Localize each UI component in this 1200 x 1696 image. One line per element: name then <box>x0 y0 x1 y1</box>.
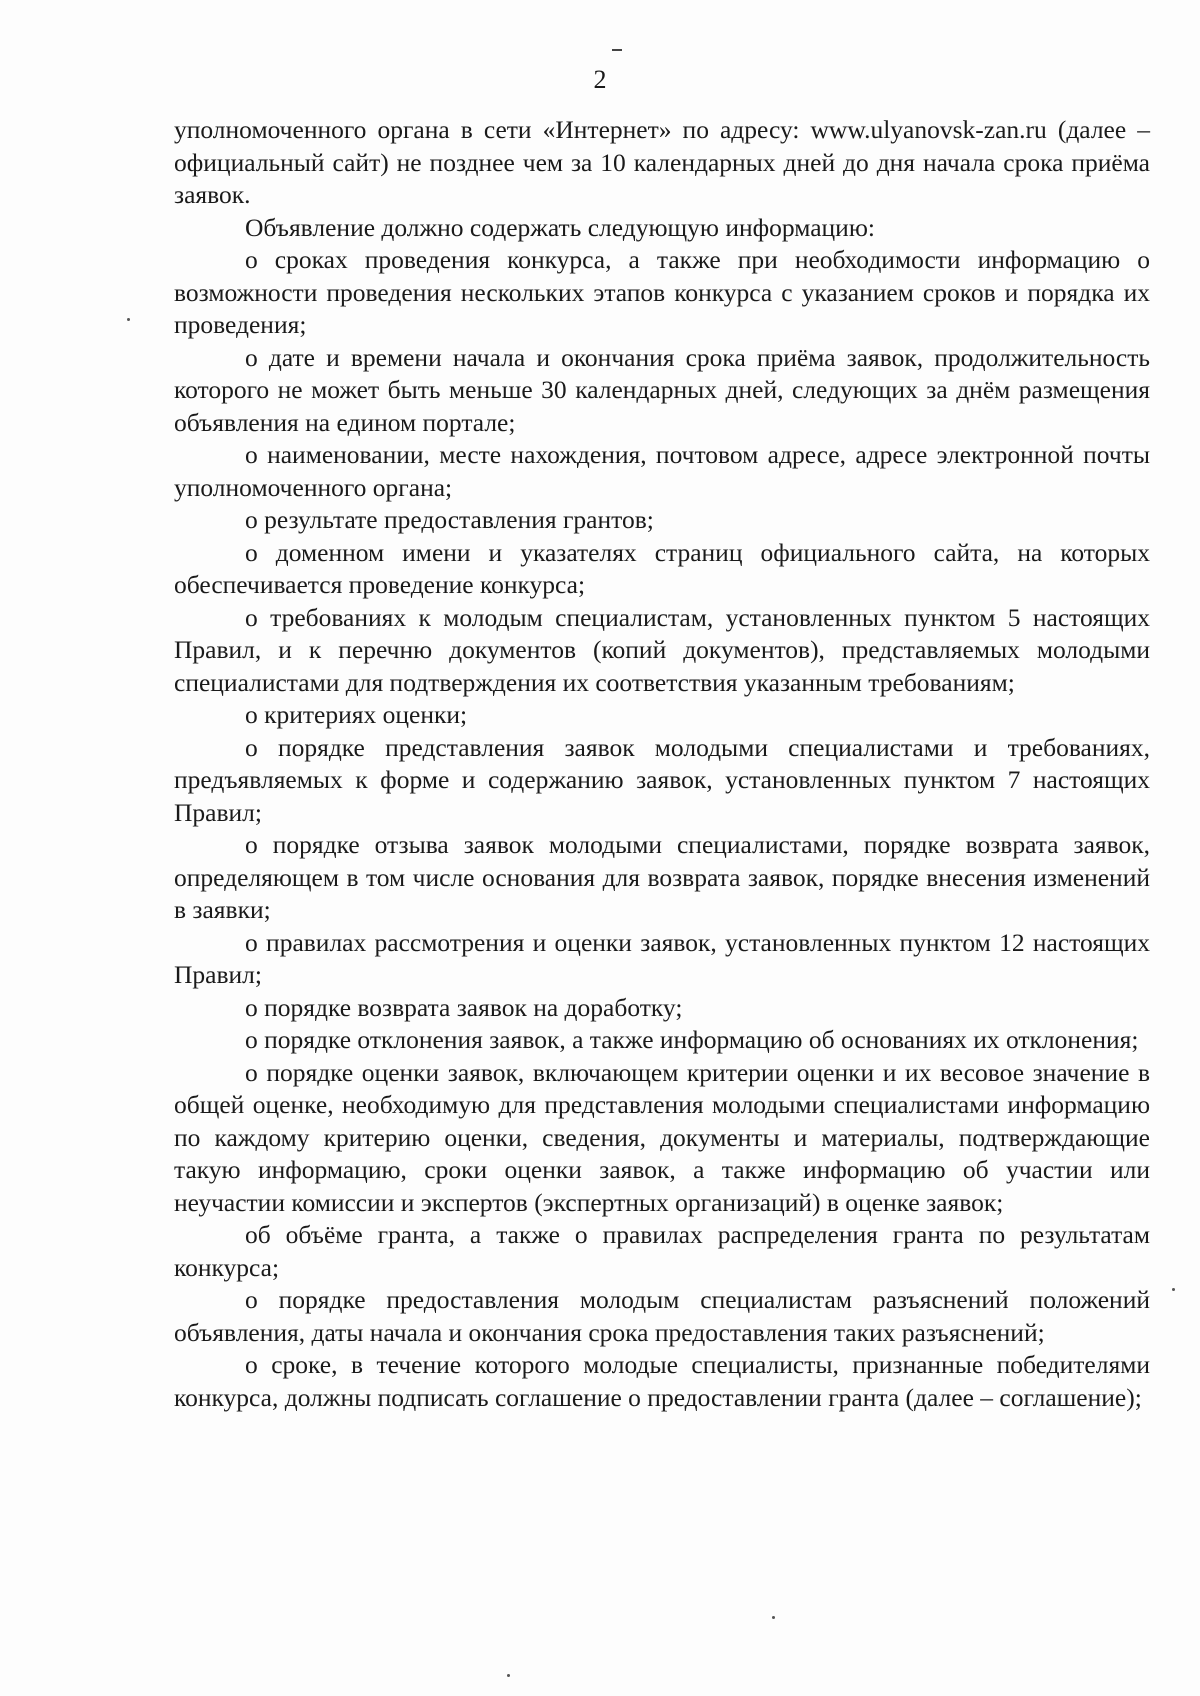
paragraph-item: о порядке отклонения заявок, а также информацию об основаниях их отклонения; <box>245 1025 1139 1054</box>
scan-speck <box>772 1616 775 1619</box>
document-body <box>174 114 1150 1414</box>
scan-speck <box>507 1674 510 1677</box>
paragraph-item: о дате и времени начала и окончания срока приёма заявок, продолжительность которого не может быть меньше 30 календарных дней, следующих за днём размещения объявления на едином портале; <box>174 342 1150 437</box>
paragraph-item: о критериях оценки; <box>245 700 468 729</box>
top-mark <box>612 49 622 51</box>
paragraph-item: о правилах рассмотрения и оценки заявок, установленных пунктом 12 настоящих Правил; <box>174 927 1150 989</box>
paragraph-item: о наименовании, месте нахождения, почтовом адресе, адресе электронной почты уполномоченного органа; <box>174 440 1150 502</box>
paragraph-item: о сроке, в течение которого молодые специалисты, признанные победителями конкурса, должны подписать соглашение о предоставлении гранта (далее – соглашение); <box>174 1350 1150 1412</box>
paragraph-item: о сроках проведения конкурса, а также при необходимости информацию о возможности проведения нескольких этапов конкурса с указанием сроков и порядка их проведения; <box>174 245 1150 339</box>
scan-speck <box>1172 1288 1175 1291</box>
scan-speck <box>127 318 130 321</box>
paragraph-item: о требованиях к молодым специалистам, установленных пунктом 5 настоящих Правил, и к перечню документов (копий документов), представляемых молодыми специалистами для подтверждения их соответствия указанным требованиям; <box>174 602 1150 697</box>
paragraph-item: о порядке представления заявок молодыми специалистами и требованиях, предъявляемых к форме и содержанию заявок, установленных пунктом 7 настоящих Правил; <box>174 732 1150 827</box>
paragraph-item: о доменном имени и указателях страниц официального сайта, на которых обеспечивается проведение конкурса; <box>174 537 1150 599</box>
paragraph-continuation: уполномоченного органа в сети «Интернет» по адресу: www.ulyanovsk-zan.ru (далее – официальный сайт) не позднее чем за 10 календарных дней до дня начала срока приёма заявок. <box>174 115 1150 209</box>
page-number: 2 <box>593 65 607 94</box>
paragraph-item: о порядке оценки заявок, включающем критерии оценки и их весовое значение в общей оценке, необходимую для представления молодыми специалистами информацию по каждому критерию оценки, сведения, документы и материалы, подтверждающие такую информацию, сроки оценки заявок, а также информацию об участии или неучастии комиссии и экспертов (экспертных организаций) в оценке заявок; <box>174 1057 1150 1217</box>
paragraph-item: о порядке предоставления молодым специалистам разъяснений положений объявления, даты начала и окончания срока предоставления таких разъяснений; <box>174 1285 1150 1347</box>
paragraph-item: об объёме гранта, а также о правилах распределения гранта по результатам конкурса; <box>174 1220 1150 1282</box>
paragraph-item: о порядке возврата заявок на доработку; <box>245 992 683 1022</box>
paragraph-item: о порядке отзыва заявок молодыми специалистами, порядке возврата заявок, определяющем в том числе основания для возврата заявок, порядке внесения изменений в заявки; <box>174 830 1150 924</box>
paragraph-item: о результате предоставления грантов; <box>245 505 654 534</box>
paragraph-announcement-intro: Объявление должно содержать следующую информацию: <box>245 212 875 242</box>
